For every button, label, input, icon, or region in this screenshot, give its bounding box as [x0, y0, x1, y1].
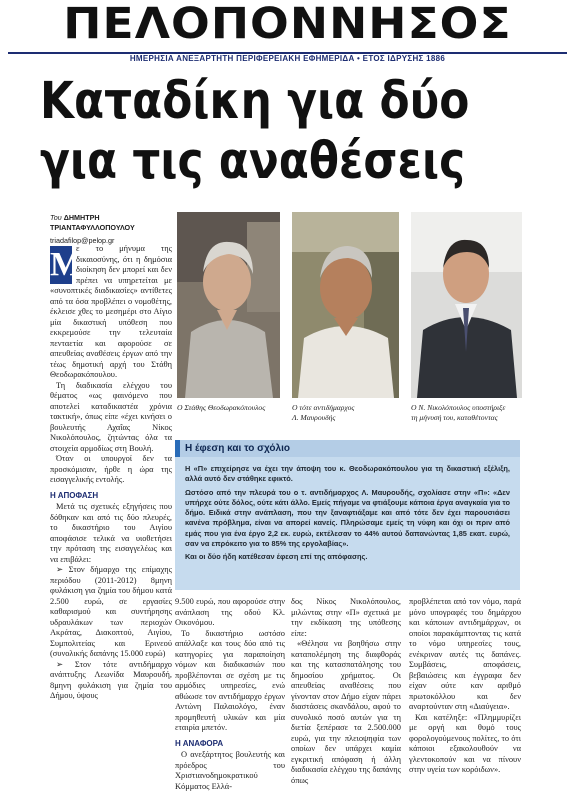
paragraph: «Θέλησα να βοηθήσω στην καταπολέμηση της διαφθοράς και της κατασπατάλησης του δημοσίου χρήματος. Οι απευθείας αναθέσεις που γίνονταν στον Δήμο είχαν πάρει διαστάσεις σκανδάλου, αφού το συνολικό ποσό αυτών για τη διετία ξεπέρασε τα 2.500.000 ευρώ, για την πλειοψηφία των οποίων δεν υπάρχει καμία εγκριτική απόφαση ή άλλη διαδικασία ελέγχου της δαπάνης όπως: [291, 639, 401, 785]
photo-caption-3: [411, 403, 526, 423]
photo-caption-1: [177, 403, 280, 413]
paragraph: δος Νίκος Νικολόπουλος, μιλώντας στην «Π» σχετικά με την εκδίκαση της υπόθεσης είπε:: [291, 597, 401, 638]
box-heading: Η έφεση και το σχόλιο: [175, 440, 520, 457]
paragraph: Όταν οι υπουργοί δεν τα προσκόμισαν, ήρθε η ώρα της εισαγγελικής εντολής.: [50, 454, 172, 484]
author-name-first: ΔΗΜΗΤΡΗ: [63, 213, 100, 222]
paragraph: ε το μήνυμα της δικαιοσύνης, ότι η δημόσια διοίκηση δεν μπορεί και δεν πρέπει να υπηρετείται με «συνοπτικές διαδικασίες» αντίθετες από τα όσα προβλέπει ο νομοθέτης, έκλεισε χθες το μεσημέρι στο Αίγιο μία δικαστική υπόθεση που εκκρεμούσε την τελευταία πενταετία και αφορούσε σε απευθείας αναθέσεις έργων από την τέως δημοτική αρχή του Στάθη Θεοδωρακόπουλου.: [50, 244, 172, 379]
photo-theodorakopoulos: [177, 212, 280, 398]
article-column-1: [50, 244, 172, 702]
paragraph: 9.500 ευρώ, που αφορούσε στην ανάπλαση της οδού Κλ. Οικονόμου.: [175, 597, 285, 627]
paragraph: Και κατέληξε: «Πλημμυρίζει με οργή και θυμό τους φορολογούμενους πολίτες, το ότι κάποιοι εξακολουθούν να γλεντοκοπούν και να πίνουν στην υγεία των κορόιδων».: [409, 712, 521, 774]
headline-line-2: για τις αναθέσεις: [40, 132, 466, 191]
caption-text: τη μήνυσή του, καταθέτοντας: [411, 413, 498, 422]
article-column-4: [409, 597, 521, 776]
paragraph: ➢ Στον δήμαρχο της επίμαχης περιόδου (2011-2012) 8μηνη φυλάκιση για ζημία του δήμου κατά 2.500 ευρώ, σε εργασίες καθαρισμού και συντήρησης υδραυλάκων των περιοχών Ακράτας, Διακοπτού, Αιγίου, Συμπολιτείας και Ερινεού (συνολικής δαπάνης 15.000 ευρώ): [50, 565, 172, 658]
caption-text: Λ. Μαυρουδής: [292, 413, 336, 422]
byline: [50, 213, 172, 246]
caption-text: Ο τότε αντιδήμαρχος: [292, 403, 355, 412]
newspaper-title: ΠΕΛΟΠΟΝΝΗΣΟΣ: [63, 0, 512, 49]
paragraph: Ο ανεξάρτητος βουλευτής και πρόεδρος του Χριστιανοδημοκρατικού Κόμματος Ελλά-: [175, 750, 285, 791]
article-headline: [40, 72, 487, 192]
section-heading-decision: Η ΑΠΟΦΑΣΗ: [50, 490, 99, 500]
newspaper-subtitle: ΗΜΕΡΗΣΙΑ ΑΝΕΞΑΡΤΗΤΗ ΠΕΡΙΦΕΡΕΙΑΚΗ ΕΦΗΜΕΡΙΔΑ • ΕΤΟΣ ΙΔΡΥΣΗΣ 1886: [129, 54, 446, 63]
author-email: triadafilop@pelop.gr: [50, 236, 115, 245]
article-column-2: [175, 597, 285, 792]
photo-caption-2: [292, 403, 402, 423]
author-name-last: ΤΡΙΑΝΤΑΦΥΛΛΟΠΟΥΛΟΥ: [50, 223, 135, 232]
caption-text: Ο Στάθης Θεοδωρακόπουλος: [177, 403, 266, 412]
byline-prefix: Του: [50, 213, 64, 222]
section-heading-report: Η ΑΝΑΦΟΡΑ: [175, 738, 224, 748]
paragraph: προβλέπεται από τον νόμο, παρά μόνο υπογραφές του δημάρχου και κάποιων αντιδημάρχων, οι οποίοι παρακάμπτοντας τις κατά το νόμο υπηρεσίες τους, ενέκριναν αυτές τις δαπάνες. Συμβάσεις, αποφάσεις, βεβαιώσεις και έγγραφα δεν είχαν ούτε καν αριθμό πρωτοκόλλου και δεν αναρτούνταν στη «Διαύγεια».: [409, 597, 521, 711]
box-body: [185, 464, 510, 566]
paragraph: Μετά τις σχετικές εξηγήσεις που δόθηκαν και από τις δύο πλευρές, το δικαστήριο του Αιγίου αποφάσισε τελικά να υιοθετήσει την πρόταση της εισαγγελέως και να επιβάλει:: [50, 502, 172, 564]
photo-nikolopoulos: [411, 212, 522, 398]
box-paragraph: Και οι δύο ήδη κατέθεσαν έφεση επί της απόφασης.: [185, 552, 368, 562]
photo-mavroudis: [292, 212, 399, 398]
masthead: [8, 0, 567, 68]
paragraph: Τη διαδικασία ελέγχου του θέματος «ως φαινόμενο που αποτελεί καταδικαστέα χρόνια τακτική», όπως είπε «έχει κινήσει ο βουλευτής Αχαΐας Νίκος Νικολόπουλος, ζητώντας όλα τα στοιχεία αρμοδίως στη Βουλή.: [50, 380, 172, 453]
box-paragraph: Η «Π» επιχείρησε να έχει την άποψη του κ. Θεοδωρακόπουλου για τη δικαστική εξέλιξη, αλλά αυτό δεν στάθηκε εφικτό.: [185, 464, 510, 484]
sidebar-box-appeal: [175, 440, 520, 590]
box-paragraph: Ωστόσο από την πλευρά του ο τ. αντιδήμαρχος Λ. Μαυρουδής, σχολίασε στην «Π»: «Δεν υπήρχε ούτε δόλος, ούτε κάτι άλλο. Εμείς πήγαμε να φτιάξουμε κάποια έργα αναγκαία για το δήμο. Ειδικά στην ανάπλαση, που την ξαναφτιάξαμε και από τότε δεν έχει παρουσιάσει κανένα πρόβλημα, είναι να απορεί κανείς. Πληρώσαμε εμείς τη νύφη και όχι οι πριν από εμάς που για ένα έργο 2,2 εκ. ευρώ, εκτέλεσαν το 44% αυτού δαπανώντας 1,85 εκατ. ευρώ, σαν να επρόκειτο για το 85% της εργολαβίας».: [185, 487, 510, 549]
caption-text: Ο Ν. Νικολόπουλος υποστήριξε: [411, 403, 506, 412]
article-column-3: [291, 597, 401, 786]
paragraph: ➢ Στον τότε αντιδήμαρχο ανάπτυξης Λεωνίδα Μαυρουδή, 8μηνη φυλάκιση για ζημία του Δήμου, ύψους: [50, 659, 172, 700]
headline-line-1: Καταδίκη για δύο: [40, 72, 470, 131]
paragraph: Το δικαστήριο ωστόσο απάλλαξε και τους δύο από τις κατηγορίες για παραποίηση νόμων και διαδικασιών που προβλέπονται σε σχέση με τις αρμόδιες υπηρεσίες, ενώ αθώωσε τον αντιδήμαρχο έργων Αντώνη Παλαιολόγο, έναν προμηθευτή υλικών και μία εταιρία μπετόν.: [175, 628, 285, 732]
drop-cap: Μ: [50, 246, 83, 283]
